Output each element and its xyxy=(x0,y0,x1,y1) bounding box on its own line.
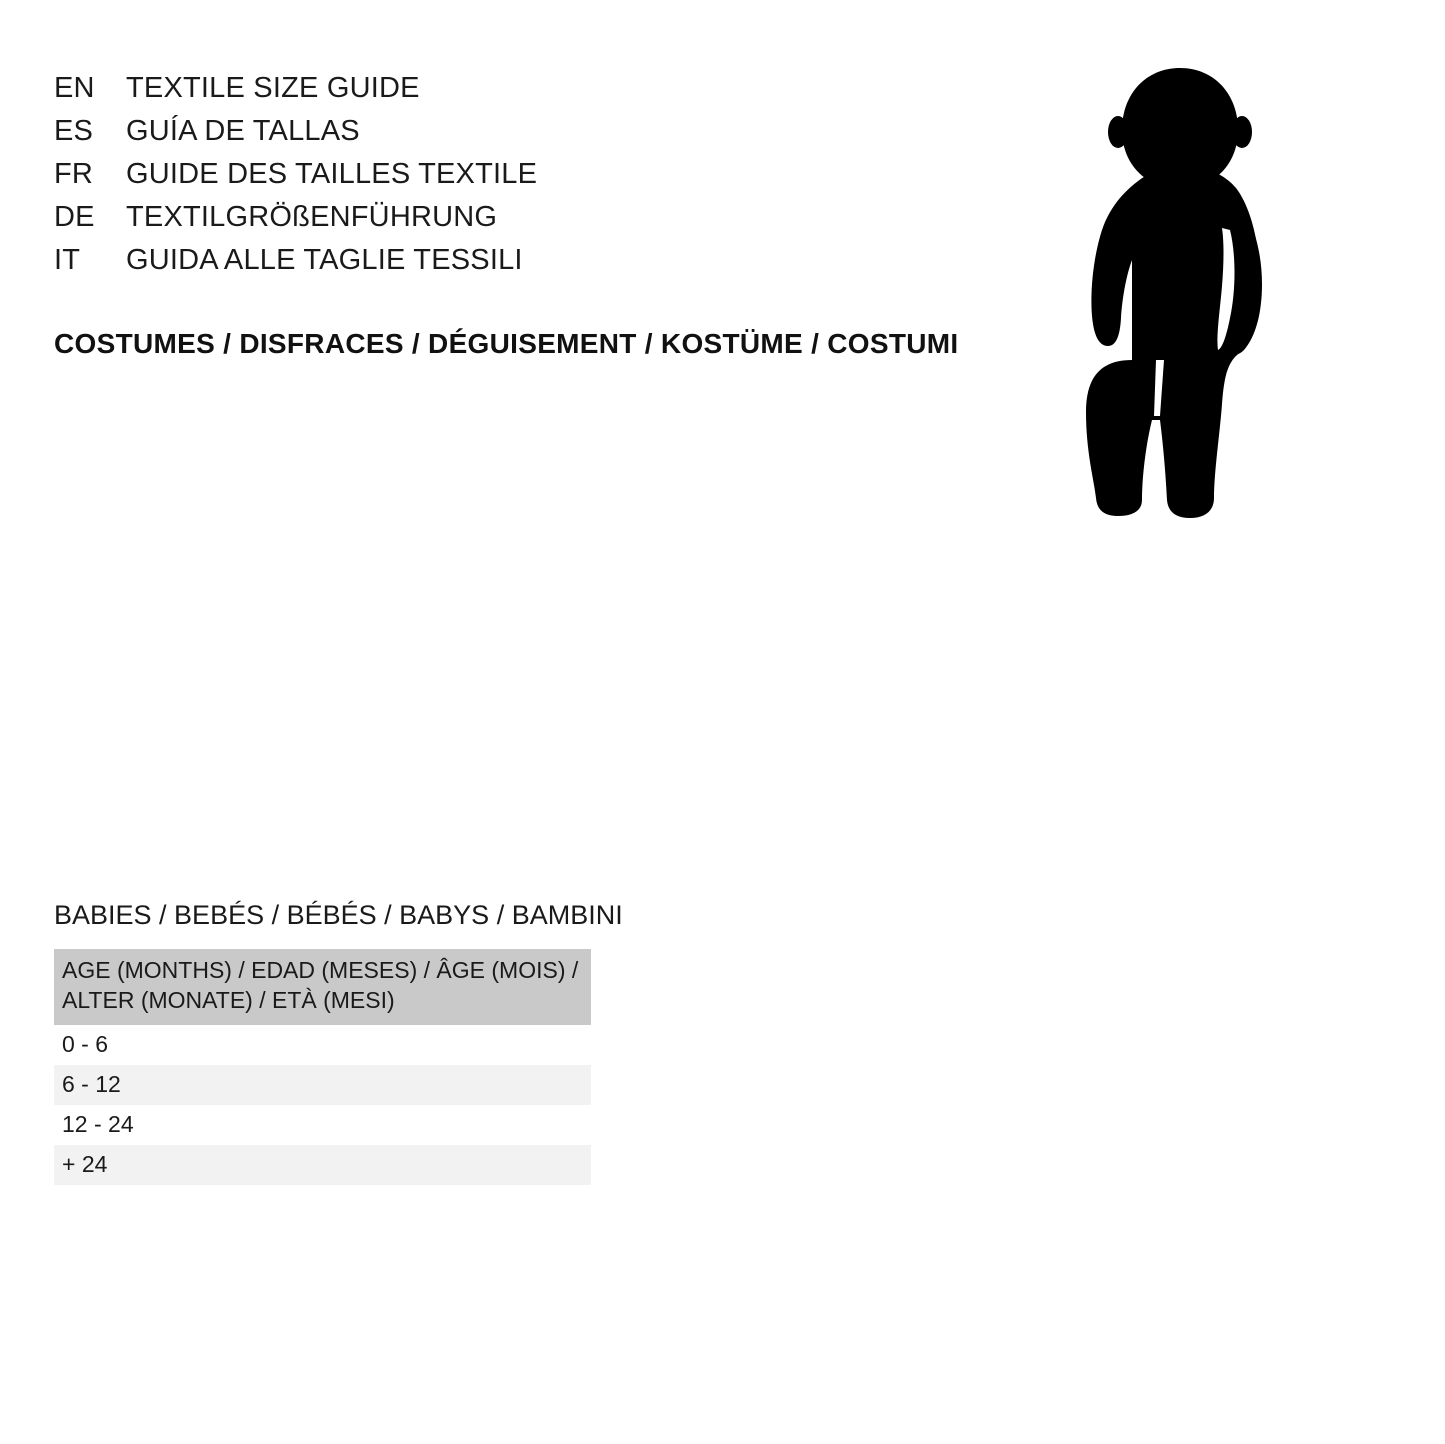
cell-age-range: + 24 xyxy=(54,1145,591,1185)
category-heading: COSTUMES / DISFRACES / DÉGUISEMENT / KOSTÜME / COSTUMI xyxy=(54,328,959,359)
table-header-row xyxy=(54,949,591,1025)
language-title: GUÍA DE TALLAS xyxy=(126,115,360,147)
table-row xyxy=(54,1105,591,1145)
language-title: TEXTILGRÖßENFÜHRUNG xyxy=(126,201,498,233)
cell-age-range: 12 - 24 xyxy=(54,1105,591,1145)
table-caption: BABIES / BEBÉS / BÉBÉS / BABYS / BAMBINI xyxy=(54,900,623,930)
language-title: GUIDE DES TAILLES TEXTILE xyxy=(126,158,538,190)
language-code: FR xyxy=(54,158,94,190)
language-row xyxy=(54,115,537,158)
column-header-age: AGE (MONTHS) / EDAD (MESES) / ÂGE (MOIS) / ALTER (MONATE) / ETÀ (MESI) xyxy=(54,949,591,1025)
language-row xyxy=(54,201,537,244)
table-row xyxy=(54,1065,591,1105)
language-row xyxy=(54,244,537,287)
language-code: DE xyxy=(54,201,95,233)
table-row xyxy=(54,1025,591,1065)
language-title: TEXTILE SIZE GUIDE xyxy=(126,72,420,104)
language-title: GUIDA ALLE TAGLIE TESSILI xyxy=(126,244,523,276)
cell-age-range: 6 - 12 xyxy=(54,1065,591,1105)
table-row xyxy=(54,1145,591,1185)
language-code: IT xyxy=(54,244,81,276)
language-code: ES xyxy=(54,115,94,147)
language-row xyxy=(54,72,537,115)
toddler-silhouette-icon xyxy=(1060,60,1300,530)
size-table-section xyxy=(54,900,623,1185)
language-row xyxy=(54,158,537,201)
cell-age-range: 0 - 6 xyxy=(54,1025,591,1065)
language-list xyxy=(54,72,537,287)
size-table xyxy=(54,949,591,1185)
language-code: EN xyxy=(54,72,95,104)
